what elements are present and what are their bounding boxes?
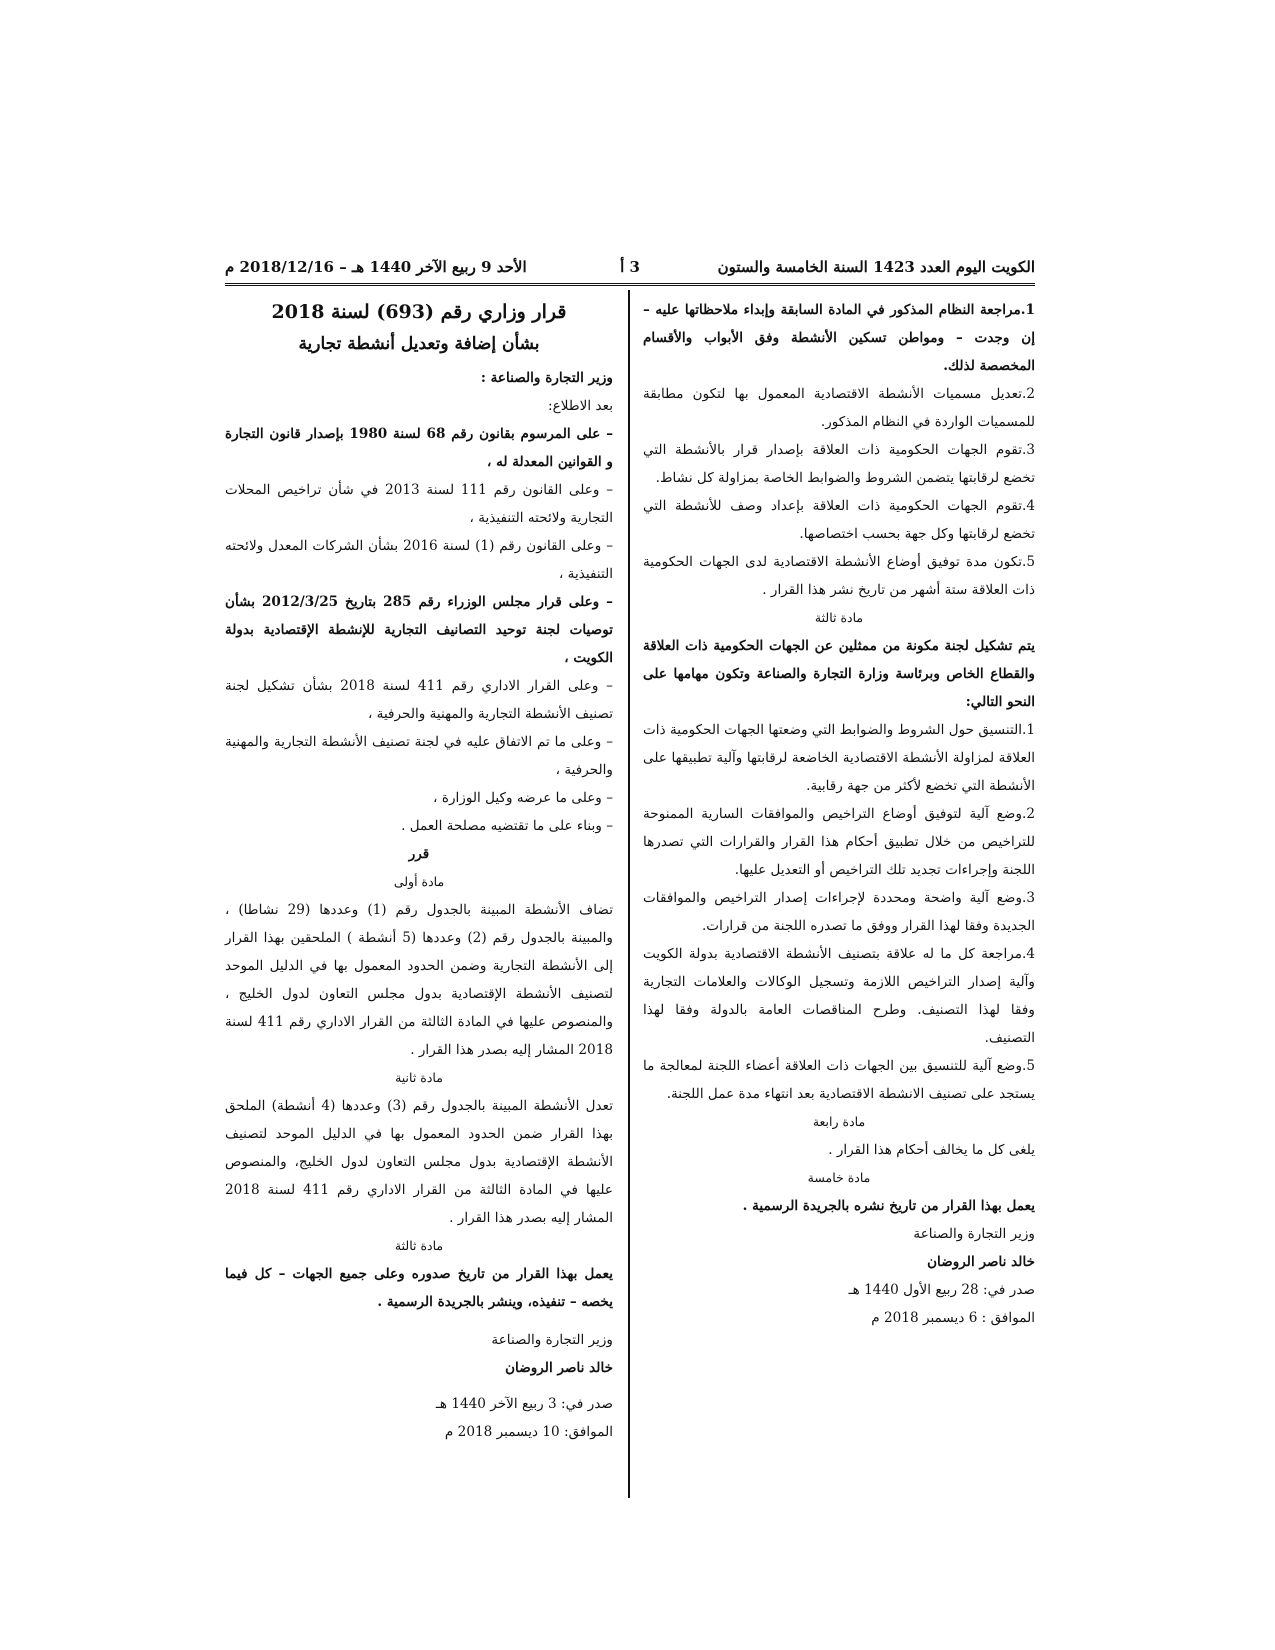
- list-item: 2.تعديل مسميات الأنشطة الاقتصادية المعمول بها لتكون مطابقة للمسميات الواردة في النظام المذكور.: [643, 386, 1035, 430]
- column-divider: [628, 290, 630, 1498]
- decided-heading: قرر: [408, 846, 430, 862]
- list-item: 5.وضع آلية للتنسيق بين الجهات ذات العلاقة أعضاء اللجنة لمعالجة ما يستجد على تصنيف الانشطة الاقتصادية بعد انتهاء مدة عمل اللجنة.: [643, 1058, 1035, 1102]
- page-header: [225, 258, 1035, 282]
- consideration-item: – وعلى ما تم الاتفاق عليه في لجنة تصنيف الأنشطة التجارية والمهنية والحرفية ،: [225, 734, 613, 778]
- corresponding-date: الموافق : 6 ديسمبر 2018 م: [871, 1310, 1035, 1326]
- article-heading: مادة خامسة: [807, 1170, 871, 1185]
- list-item: 3.وضع آلية واضحة ومحددة لإجراءات إصدار التراخيص والموافقات الجديدة وفقا لهذا القرار ووفق ما تصدره اللجنة من قرارات.: [643, 890, 1035, 934]
- consideration-item: – على المرسوم بقانون رقم 68 لسنة 1980 بإصدار قانون التجارة و القوانين المعدلة له ،: [225, 426, 613, 470]
- article-text: يعمل بهذا القرار من تاريخ نشره بالجريدة الرسمية .: [742, 1198, 1035, 1214]
- list-item: 2.وضع آلية لتوفيق أوضاع التراخيص والموافقات السارية الممنوحة للتراخيص من خلال تطبيق أحكام هذا القرار والقرارات التي تصدرها اللجنة وإجراءات تجديد تلك التراخيص أو التعديل عليها.: [643, 806, 1035, 878]
- signature-name: خالد ناصر الروضان: [505, 1360, 613, 1376]
- corresponding-date: الموافق: 10 ديسمبر 2018 م: [444, 1424, 613, 1440]
- header-date: الأحد 9 ربيع الآخر 1440 هـ – 2018/12/16 م: [225, 258, 527, 276]
- article-heading: مادة ثالثة: [814, 610, 864, 625]
- signature-title: وزير التجارة والصناعة: [913, 1226, 1035, 1242]
- article-heading: مادة رابعة: [812, 1114, 866, 1129]
- article-text: تعدل الأنشطة المبينة بالجدول رقم (3) وعددها (4 أنشطة) الملحق بهذا القرار ضمن الحدود المعمول بها في الدليل الموحد لتصنيف الأنشطة الإقتصادية بدول مجلس التعاون لدول الخليج، والمنصوص عليها في المادة الثالثة من القرار الاداري رقم 411 لسنة 2018 المشار إليه بصدر هذا القرار .: [225, 1098, 613, 1226]
- consideration-item: – وبناء على ما تقتضيه مصلحة العمل .: [401, 818, 613, 834]
- issue-date: صدر في: 28 ربيع الأول 1440 هـ: [848, 1282, 1035, 1298]
- after-review: بعد الاطلاع:: [548, 398, 613, 414]
- article-text: يلغى كل ما يخالف أحكام هذا القرار .: [828, 1142, 1035, 1158]
- list-item: 1.التنسيق حول الشروط والضوابط التي وضعتها الجهات الحكومية ذات العلاقة لمزاولة الأنشطة الاقتصادية الخاضعة لرقابتها وآلية تطبيقها على الأنشطة التي تخضع لأكثر من جهة رقابية.: [643, 722, 1035, 794]
- issuer: وزير التجارة والصناعة :: [480, 370, 613, 386]
- header-page-number: 3 أ: [620, 258, 640, 276]
- article-heading: مادة أولى: [393, 874, 445, 889]
- signature-name: خالد ناصر الروضان: [927, 1254, 1035, 1270]
- header-issue: الكويت اليوم العدد 1423 السنة الخامسة والستون: [717, 258, 1035, 276]
- list-item: 4.مراجعة كل ما له علاقة بتصنيف الأنشطة الاقتصادية بدولة الكويت وآلية إصدار التراخيص اللازمة وتسجيل الوكالات والعلامات التجارية وفقا لهذا التصنيف. وطرح المناقصات العامة بالدولة وفقا لهذا التصنيف.: [643, 946, 1035, 1046]
- issue-date: صدر في: 3 ربيع الآخر 1440 هـ: [435, 1396, 613, 1412]
- header-rule: [225, 283, 1035, 286]
- consideration-item: – وعلى قرار مجلس الوزراء رقم 285 بتاريخ 2012/3/25 بشأن توصيات لجنة توحيد التصانيف التجارية للإنشطة الإقتصادية بدولة الكويت ،: [225, 594, 613, 666]
- decree-subtitle: بشأن إضافة وتعديل أنشطة تجارية: [298, 334, 540, 354]
- consideration-item: – وعلى القانون رقم 111 لسنة 2013 في شأن تراخيص المحلات التجارية ولائحته التنفيذية ،: [225, 482, 613, 526]
- right-column: [643, 296, 1035, 1332]
- list-item: 4.تقوم الجهات الحكومية ذات العلاقة بإعداد وصف للأنشطة التي تخضع لرقابتها وكل جهة بحسب اختصاصها.: [643, 498, 1035, 542]
- left-column: [225, 296, 613, 1446]
- decree-title: قرار وزاري رقم (693) لسنة 2018: [271, 301, 567, 323]
- signature-title: وزير التجارة والصناعة: [491, 1332, 613, 1348]
- list-item: 5.تكون مدة توفيق أوضاع الأنشطة الاقتصادية لدى الجهات الحكومية ذات العلاقة ستة أشهر من تاريخ نشر هذا القرار .: [643, 554, 1035, 598]
- article-heading: مادة ثانية: [395, 1070, 443, 1085]
- list-item: 3.تقوم الجهات الحكومية ذات العلاقة بإصدار قرار بالأنشطة التي تخضع لرقابتها يتضمن الشروط والضوابط الخاصة بمزاولة كل نشاط.: [643, 442, 1035, 486]
- list-item: 1.مراجعة النظام المذكور في المادة السابقة وإبداء ملاحظاتها عليه – إن وجدت – ومواطن تسكين الأنشطة وفق الأبواب والأقسام المخصصة لذلك.: [643, 302, 1035, 374]
- article-text: تضاف الأنشطة المبينة بالجدول رقم (1) وعددها (29 نشاطا) ، والمبينة بالجدول رقم (2) وعددها (5 أنشطة ) الملحقين بهذا القرار إلى الأنشطة التجارية وضمن الحدود المعمول بها في الدليل الموحد لتصنيف الأنشطة الإقتصادية بدول مجلس التعاون لدول الخليج ، والمنصوص عليها في المادة الثالثة من القرار الاداري رقم 411 لسنة 2018 المشار إليه بصدر هذا القرار .: [225, 902, 614, 1058]
- consideration-item: – وعلى القرار الاداري رقم 411 لسنة 2018 بشأن تشكيل لجنة تصنيف الأنشطة التجارية والمهنية والحرفية ،: [225, 678, 613, 722]
- consideration-item: – وعلى ما عرضه وكيل الوزارة ،: [433, 790, 613, 806]
- article-text: يعمل بهذا القرار من تاريخ صدوره وعلى جميع الجهات – كل فيما يخصه – تنفيذه، وينشر بالجريدة الرسمية .: [225, 1266, 613, 1310]
- consideration-item: – وعلى القانون رقم (1) لسنة 2016 بشأن الشركات المعدل ولائحته التنفيذية ،: [225, 538, 614, 582]
- article-text: يتم تشكيل لجنة مكونة من ممثلين عن الجهات الحكومية ذات العلاقة والقطاع الخاص وبرئاسة وزارة التجارة والصناعة وتكون مهامها على النحو التالي:: [643, 638, 1035, 710]
- article-heading: مادة ثالثة: [394, 1238, 444, 1253]
